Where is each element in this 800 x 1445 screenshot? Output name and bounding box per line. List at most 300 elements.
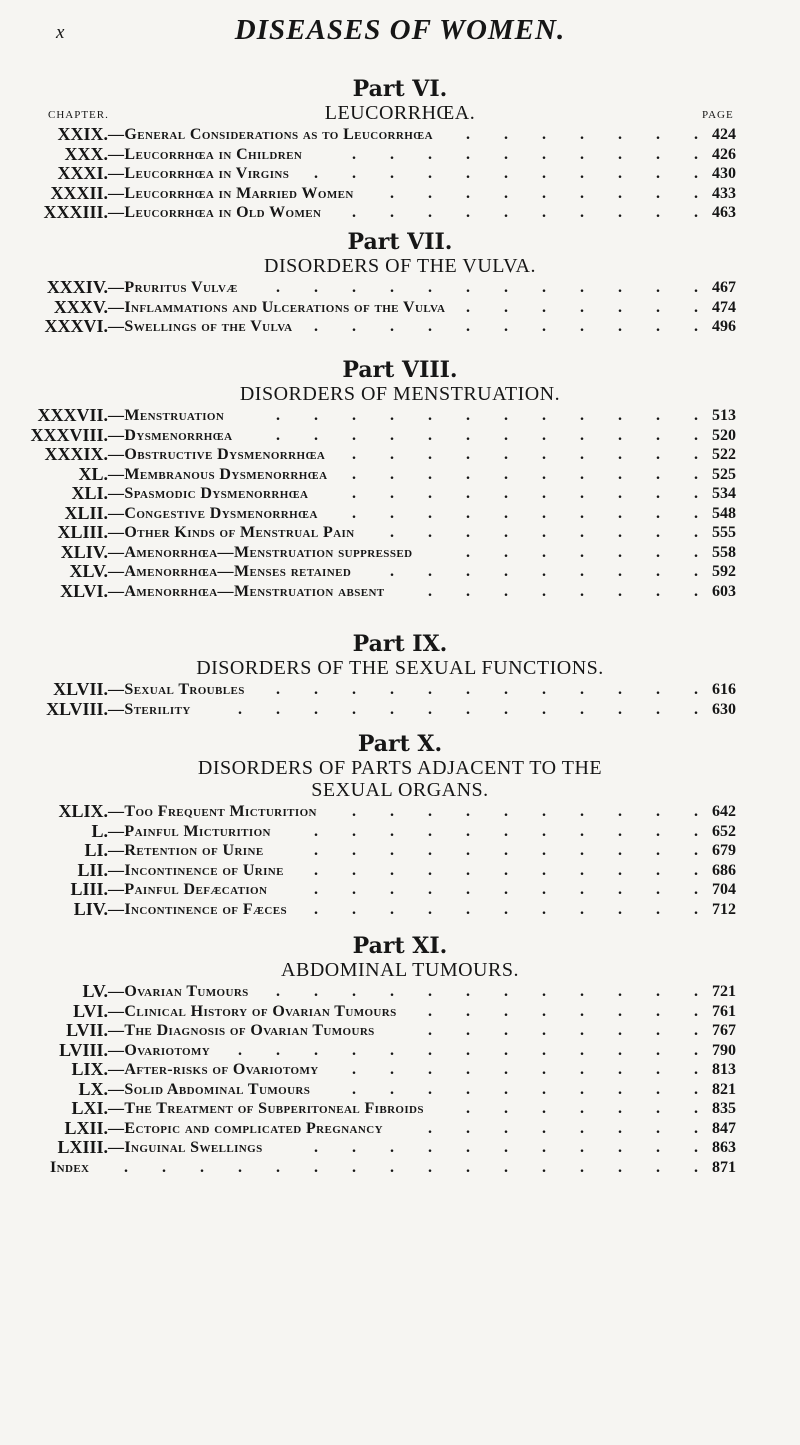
leader-dot: . <box>428 563 432 580</box>
leader-dot: . <box>390 842 394 859</box>
page-number: x <box>56 22 65 43</box>
leader-dot: . <box>428 681 432 698</box>
chapter-number: XXIX. <box>57 124 108 144</box>
leader-dot: . <box>580 983 584 1000</box>
leader-dot: . <box>428 485 432 502</box>
leader-dot: . <box>276 700 280 718</box>
chapter-number: XLVII. <box>53 679 108 699</box>
chapter-number: LV. <box>82 981 108 1001</box>
leader-dot: . <box>580 318 584 335</box>
chapter-title: —Painful Micturition <box>108 822 271 840</box>
leader-dot: . <box>656 1119 660 1137</box>
leader-dot: . <box>352 504 356 522</box>
leader-dot: . <box>390 1041 394 1059</box>
leader-dot: . <box>390 803 394 820</box>
leader-dot: . <box>694 504 698 522</box>
leader-dot: . <box>352 145 356 163</box>
chapter-title: —The Diagnosis of Ovarian Tumours <box>108 1022 375 1039</box>
leader-dot: . <box>466 983 470 1000</box>
leader-dot: . <box>314 318 318 335</box>
toc-entry[interactable] <box>0 562 800 582</box>
leader-dot: . <box>314 881 318 898</box>
chapter-number: XLVI. <box>60 580 108 601</box>
leader-dot: . <box>428 1080 432 1098</box>
leader-dot: . <box>580 881 584 898</box>
leader-dot: . <box>314 842 318 859</box>
leader-dot: . <box>124 1158 128 1176</box>
toc-entry[interactable] <box>0 680 800 700</box>
leader-dot: . <box>162 1158 166 1176</box>
leader-dot: . <box>504 1139 508 1156</box>
leader-dot: . <box>656 881 660 898</box>
leader-dot: . <box>580 1100 584 1117</box>
leader-dot: . <box>314 681 318 698</box>
leader-dot: . <box>542 465 546 483</box>
leader-dot: . <box>694 983 698 1000</box>
leader-dot: . <box>542 1022 546 1039</box>
leader-dot: . <box>390 465 394 483</box>
leader-dot: . <box>542 407 546 424</box>
toc-entry[interactable] <box>0 317 800 337</box>
leader-dot: . <box>656 1158 660 1176</box>
leader-dot: . <box>656 126 660 143</box>
leader-dot: . <box>314 426 318 444</box>
leader-dot: . <box>238 1158 242 1176</box>
leader-dot: . <box>542 842 546 859</box>
part-heading: SEXUAL ORGANS. <box>311 779 489 801</box>
leader-dot: . <box>656 563 660 580</box>
toc-entry[interactable] <box>0 406 800 426</box>
leader-dot: . <box>314 983 318 1000</box>
leader-dot: . <box>694 681 698 698</box>
leader-dot: . <box>276 279 280 296</box>
leader-dot: . <box>542 1080 546 1098</box>
toc-entry[interactable] <box>0 298 800 318</box>
leader-dot: . <box>504 1080 508 1098</box>
leader-dot: . <box>618 1080 622 1098</box>
leader-dot: . <box>466 184 470 202</box>
toc-entry[interactable] <box>0 465 800 485</box>
toc-entry[interactable] <box>0 1041 800 1061</box>
chapter-number: LX. <box>78 1078 108 1099</box>
index-section <box>0 1158 800 1178</box>
leader-dot: . <box>618 1119 622 1137</box>
leader-dot: . <box>314 1139 318 1156</box>
toc-entry[interactable] <box>0 184 800 204</box>
toc-entry[interactable] <box>0 1119 800 1139</box>
leader-dot: . <box>352 681 356 698</box>
leader-dot: . <box>656 426 660 444</box>
toc-entry[interactable] <box>0 582 800 602</box>
toc-entry[interactable] <box>0 426 800 446</box>
leader-dot: . <box>656 318 660 335</box>
leader-dot: . <box>390 822 394 840</box>
leader-dot: . <box>656 279 660 296</box>
leader-dot: . <box>466 822 470 840</box>
leader-dot: . <box>618 1139 622 1156</box>
leader-dot: . <box>390 165 394 182</box>
leader-dot: . <box>656 1080 660 1098</box>
leader-dot: . <box>618 681 622 698</box>
leader-dot: . <box>580 1022 584 1039</box>
leader-dot: . <box>580 485 584 502</box>
chapter-number: XXXV. <box>53 296 108 317</box>
leader-dot: . <box>656 524 660 541</box>
part-heading-row <box>0 780 800 802</box>
toc-entry[interactable] <box>0 278 800 298</box>
leader-dot: . <box>428 465 432 483</box>
leader-dot: . <box>542 524 546 541</box>
chapter-number: XXXII. <box>50 182 108 203</box>
toc-entry[interactable] <box>0 504 800 524</box>
leader-dot: . <box>656 165 660 182</box>
leader-dot: . <box>390 504 394 522</box>
leader-dot: . <box>504 1061 508 1078</box>
chapter-title: —Swellings of the Vulva <box>108 318 293 335</box>
leader-dot: . <box>428 1119 432 1137</box>
leader-dot: . <box>580 900 584 918</box>
leader-dot: . <box>656 900 660 918</box>
leader-dot: . <box>504 822 508 840</box>
index-page: 871 <box>712 1158 736 1176</box>
page-number-ref: 603 <box>712 582 736 600</box>
leader-dot: . <box>542 204 546 221</box>
leader-dot: . <box>694 318 698 335</box>
part-heading: DISORDERS OF MENSTRUATION. <box>239 383 561 405</box>
chapter-title: —Leucorrhœa in Virgins <box>108 165 290 182</box>
leader-dot: . <box>542 298 546 316</box>
leader-dot: . <box>694 126 698 143</box>
leader-dot: . <box>276 426 280 444</box>
leader-dot: . <box>618 1061 622 1078</box>
leader-dot: . <box>580 1158 584 1176</box>
entry-list <box>0 278 800 337</box>
leader-dot: . <box>466 298 470 316</box>
leader-dot: . <box>694 1002 698 1020</box>
leader-dot: . <box>504 524 508 541</box>
toc-entry[interactable] <box>0 1002 800 1022</box>
leader-dot: . <box>428 983 432 1000</box>
leader-dot: . <box>694 426 698 444</box>
leader-dot: . <box>542 165 546 182</box>
leader-dot: . <box>542 1061 546 1078</box>
leader-dot: . <box>352 485 356 502</box>
leader-dot: . <box>542 1002 546 1020</box>
leader-dot: . <box>542 184 546 202</box>
page-number-ref: 847 <box>712 1119 736 1137</box>
toc-entry[interactable] <box>0 125 800 145</box>
leader-dot: . <box>390 145 394 163</box>
part-label: Part XI. <box>352 933 448 959</box>
leader-dot: . <box>504 184 508 202</box>
leader-dot: . <box>694 842 698 859</box>
chapter-title: —Obstructive Dysmenorrhœa <box>108 446 326 463</box>
leader-dot: . <box>694 145 698 163</box>
leader-dot: . <box>504 1119 508 1137</box>
leader-dot: . <box>580 803 584 820</box>
leader-dot: . <box>694 861 698 879</box>
leader-dot: . <box>656 681 660 698</box>
part-label: Part IX. <box>352 631 448 657</box>
leader-dot: . <box>504 861 508 879</box>
leader-dot: . <box>694 165 698 182</box>
leader-dot: . <box>504 485 508 502</box>
chapter-number: LI. <box>84 840 108 860</box>
leader-dot: . <box>466 465 470 483</box>
toc-entry[interactable] <box>0 822 800 842</box>
leader-dot: . <box>580 1119 584 1137</box>
leader-dot: . <box>618 504 622 522</box>
leader-dot: . <box>504 1002 508 1020</box>
leader-dot: . <box>466 279 470 296</box>
chapter-number: XXXVIII. <box>30 424 108 445</box>
leader-dot: . <box>466 1022 470 1039</box>
toc-entry[interactable] <box>0 880 800 900</box>
leader-dot: . <box>428 1022 432 1039</box>
leader-dot: . <box>542 681 546 698</box>
leader-dot: . <box>428 1041 432 1059</box>
toc-entry[interactable] <box>0 203 800 223</box>
leader-dot: . <box>694 446 698 463</box>
leader-dot: . <box>466 1002 470 1020</box>
chapter-title: —Leucorrhœa in Married Women <box>108 184 354 202</box>
toc-entry[interactable] <box>0 802 800 822</box>
entry-list <box>0 802 800 919</box>
leader-dot: . <box>542 1139 546 1156</box>
leader-dot: . <box>542 563 546 580</box>
leader-dot: . <box>352 465 356 483</box>
leader-dot: . <box>542 318 546 335</box>
toc-entry[interactable] <box>0 164 800 184</box>
leader-dot: . <box>238 700 242 718</box>
page-number-ref: 704 <box>712 881 736 898</box>
leader-dot: . <box>580 1061 584 1078</box>
leader-dot: . <box>466 861 470 879</box>
leader-dot: . <box>542 700 546 718</box>
toc-entry[interactable] <box>0 1021 800 1041</box>
chapter-number: LVII. <box>66 1020 108 1040</box>
leader-dot: . <box>542 861 546 879</box>
toc-entry[interactable] <box>0 1138 800 1158</box>
running-title: DISEASES OF WOMEN. <box>234 14 566 46</box>
leader-dot: . <box>504 1158 508 1176</box>
leader-dot: . <box>618 861 622 879</box>
page-number-ref: 642 <box>712 803 736 820</box>
toc-entry[interactable] <box>0 145 800 165</box>
toc-entry[interactable] <box>0 1060 800 1080</box>
part-heading: LEUCORRHŒA. <box>324 102 476 124</box>
toc-entry[interactable] <box>0 982 800 1002</box>
part-heading: ABDOMINAL TUMOURS. <box>281 959 519 981</box>
leader-dot: . <box>694 1080 698 1098</box>
part-heading-row <box>0 758 800 780</box>
toc-entry[interactable] <box>0 1099 800 1119</box>
chapter-title: —Amenorrhœa—Menses retained <box>108 563 352 580</box>
leader-dot: . <box>428 446 432 463</box>
leader-dot: . <box>504 426 508 444</box>
chapter-title: —Too Frequent Micturition <box>108 803 317 820</box>
toc-entry[interactable] <box>0 543 800 563</box>
chapter-number: XLIV. <box>60 541 108 562</box>
leader-dot: . <box>504 1022 508 1039</box>
leader-dot: . <box>352 1080 356 1098</box>
page-number-ref: 426 <box>712 145 736 163</box>
leader-dot: . <box>390 1139 394 1156</box>
chapter-number: LXIII. <box>57 1137 108 1157</box>
leader-dot: . <box>694 543 698 561</box>
chapter-title: —Retention of Urine <box>108 842 264 859</box>
leader-dot: . <box>390 279 394 296</box>
toc-entry[interactable] <box>0 841 800 861</box>
leader-dot: . <box>618 983 622 1000</box>
part-section <box>0 730 800 919</box>
leader-dot: . <box>656 700 660 718</box>
part-label: Part VII. <box>347 229 453 255</box>
toc-entry[interactable] <box>0 861 800 881</box>
leader-dot: . <box>504 465 508 483</box>
leader-dot: . <box>314 900 318 918</box>
leader-dot: . <box>428 881 432 898</box>
leader-dot: . <box>656 582 660 600</box>
leader-dot: . <box>314 1158 318 1176</box>
leader-dot: . <box>390 1080 394 1098</box>
leader-dot: . <box>428 822 432 840</box>
chapter-number: XLIII. <box>57 522 108 542</box>
chapter-number: XL. <box>78 463 108 484</box>
leader-dot: . <box>694 1041 698 1059</box>
part-heading-row <box>0 256 800 278</box>
chapter-title: —Congestive Dysmenorrhœa <box>108 504 318 522</box>
chapter-title: —Leucorrhœa in Children <box>108 145 303 163</box>
page-number-ref: 616 <box>712 681 736 698</box>
toc-entry[interactable] <box>0 523 800 543</box>
leader-dot: . <box>580 165 584 182</box>
page-number-ref: 522 <box>712 446 736 463</box>
chapter-number: XLII. <box>64 502 108 523</box>
chapter-title: —Inflammations and Ulcerations of the Vulva <box>108 298 446 316</box>
leader-dot: . <box>466 881 470 898</box>
page-number-ref: 821 <box>712 1080 736 1098</box>
leader-dot: . <box>542 881 546 898</box>
toc-entry[interactable] <box>0 900 800 920</box>
leader-dot: . <box>580 842 584 859</box>
leader-dot: . <box>466 126 470 143</box>
toc-entry[interactable] <box>0 700 800 720</box>
chapter-number: XXXI. <box>57 163 108 183</box>
leader-dot: . <box>580 681 584 698</box>
chapter-number: XLVIII. <box>46 698 108 719</box>
leader-dot: . <box>428 407 432 424</box>
leader-dot: . <box>352 900 356 918</box>
page-number-ref: 424 <box>712 126 736 143</box>
leader-dot: . <box>352 861 356 879</box>
page-number-ref: 686 <box>712 861 736 879</box>
leader-dot: . <box>656 446 660 463</box>
leader-dot: . <box>580 563 584 580</box>
leader-dot: . <box>542 126 546 143</box>
toc-entry[interactable] <box>0 484 800 504</box>
chapter-number: XXX. <box>64 143 108 164</box>
leader-dot: . <box>656 803 660 820</box>
toc-entry[interactable] <box>0 1080 800 1100</box>
leader-dot: . <box>314 279 318 296</box>
leader-dot: . <box>618 165 622 182</box>
leader-dot: . <box>466 426 470 444</box>
leader-dot: . <box>694 485 698 502</box>
page-header <box>0 10 800 50</box>
chapter-number: LVIII. <box>59 1039 108 1060</box>
part-heading-row <box>0 960 800 982</box>
leader-dot: . <box>466 1139 470 1156</box>
chapter-number: L. <box>91 820 108 841</box>
chapter-title: —Inguinal Swellings <box>108 1139 263 1156</box>
leader-dot: . <box>656 822 660 840</box>
leader-dot: . <box>580 861 584 879</box>
leader-dot: . <box>504 298 508 316</box>
page-number-ref: 463 <box>712 204 736 221</box>
part-section <box>0 932 800 1158</box>
page-number-ref: 496 <box>712 318 736 335</box>
leader-dot: . <box>504 1041 508 1059</box>
part-section <box>0 630 800 719</box>
page-number-ref: 813 <box>712 1061 736 1078</box>
leader-dot: . <box>390 1158 394 1176</box>
chapter-title: —Amenorrhœa—Menstruation suppressed <box>108 543 413 561</box>
part-label: Part X. <box>357 731 443 757</box>
page-number-ref: 679 <box>712 842 736 859</box>
leader-dot: . <box>314 822 318 840</box>
chapter-number: LIX. <box>71 1059 108 1079</box>
leader-dot: . <box>390 881 394 898</box>
leader-dot: . <box>428 524 432 541</box>
chapter-title: —Ovarian Tumours <box>108 983 249 1000</box>
leader-dot: . <box>542 426 546 444</box>
leader-dot: . <box>352 1139 356 1156</box>
leader-dot: . <box>504 204 508 221</box>
leader-dot: . <box>542 822 546 840</box>
part-heading: DISORDERS OF THE SEXUAL FUNCTIONS. <box>196 657 604 679</box>
chapter-title: —Painful Defæcation <box>108 881 268 898</box>
leader-dot: . <box>580 543 584 561</box>
leader-dot: . <box>656 1002 660 1020</box>
leader-dot: . <box>466 204 470 221</box>
part-label: Part VI. <box>352 76 448 102</box>
page-number-ref: 558 <box>712 543 736 561</box>
leader-dot: . <box>428 184 432 202</box>
leader-dot: . <box>428 1002 432 1020</box>
leader-dot: . <box>580 184 584 202</box>
leader-dot: . <box>694 881 698 898</box>
leader-dot: . <box>656 1041 660 1059</box>
leader-dot: . <box>580 465 584 483</box>
leader-dot: . <box>466 900 470 918</box>
leader-dot: . <box>390 446 394 463</box>
leader-dot: . <box>466 1061 470 1078</box>
leader-dot: . <box>542 983 546 1000</box>
toc-entry[interactable] <box>0 445 800 465</box>
leader-dot: . <box>542 504 546 522</box>
leader-dot: . <box>694 204 698 221</box>
leader-dot: . <box>694 1158 698 1176</box>
index-entry[interactable] <box>0 1158 800 1178</box>
chapter-title: —Ectopic and complicated Pregnancy <box>108 1119 383 1137</box>
leader-dot: . <box>390 563 394 580</box>
leader-dot: . <box>352 881 356 898</box>
leader-dot: . <box>618 1022 622 1039</box>
page-number-ref: 548 <box>712 504 736 522</box>
page-number-ref: 835 <box>712 1100 736 1117</box>
leader-dot: . <box>466 446 470 463</box>
